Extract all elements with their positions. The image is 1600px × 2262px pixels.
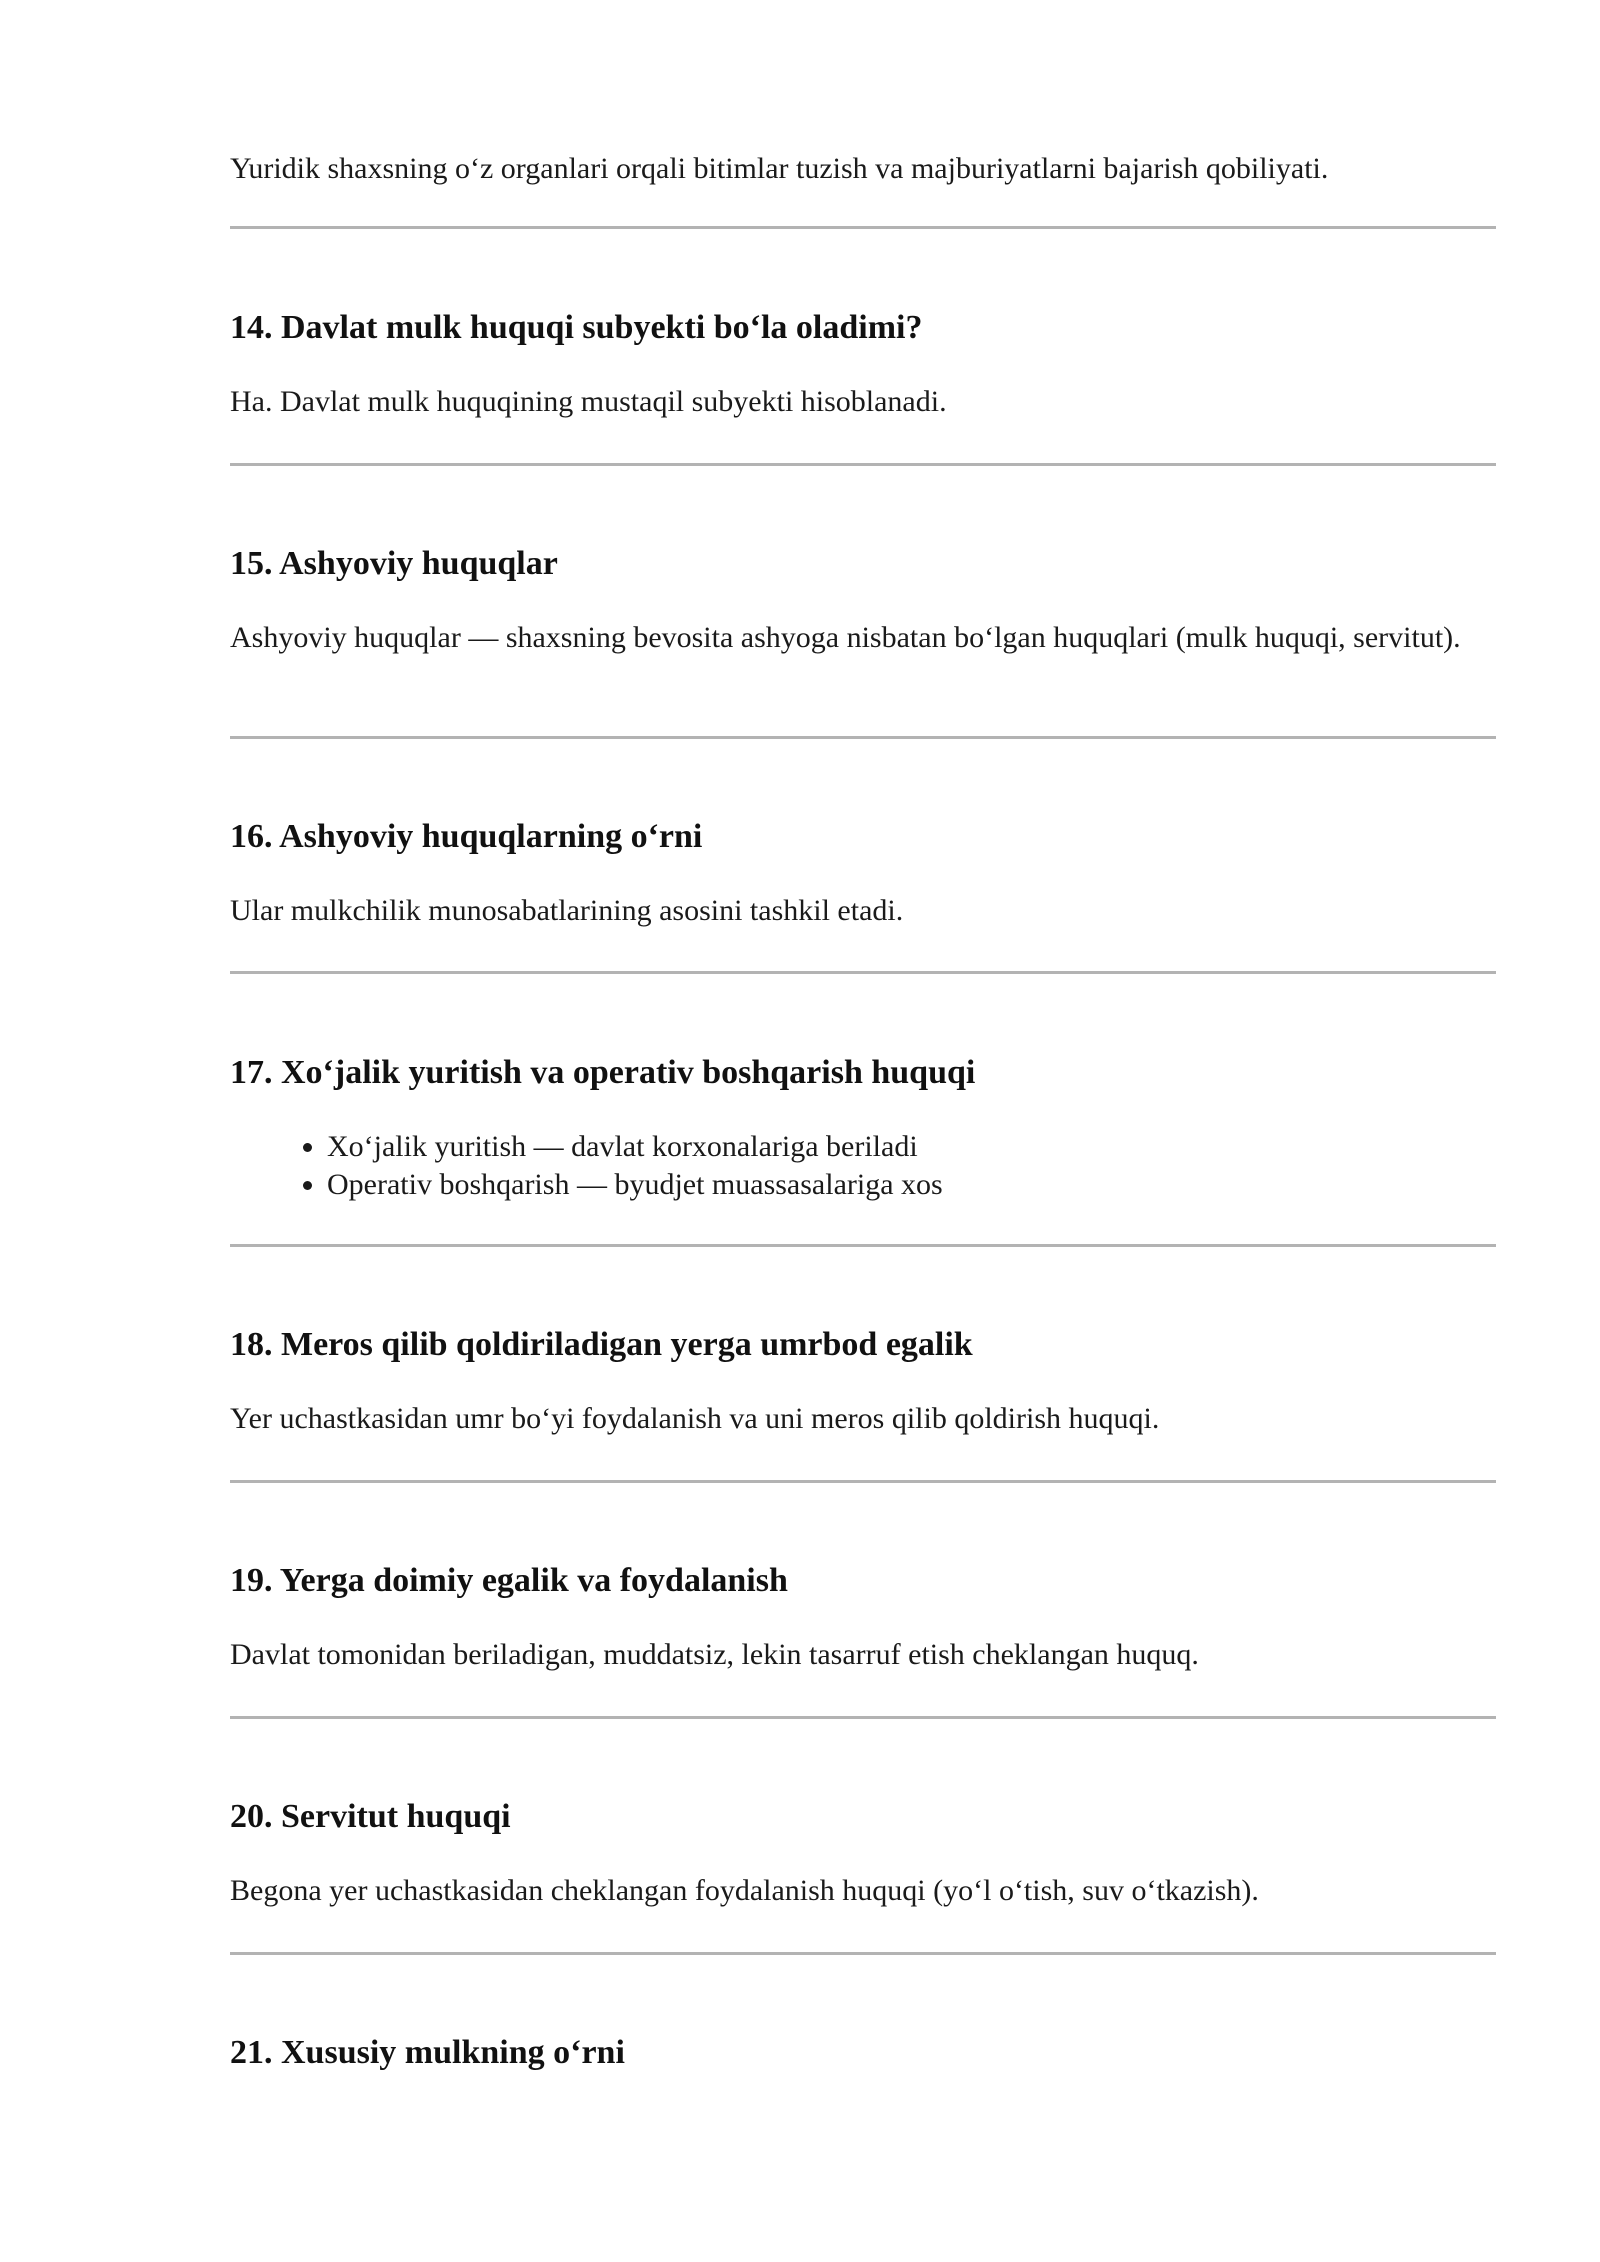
section-text: Ha. Davlat mulk huquqining mustaqil subyekti hisoblanadi. xyxy=(230,385,947,418)
section-21 xyxy=(230,2032,1496,2074)
section-heading: 15. Ashyoviy huquqlar xyxy=(230,545,558,582)
divider xyxy=(230,736,1496,739)
list-item: • Operativ boshqarish — byudjet muassasalariga xos xyxy=(327,1166,1496,1204)
section-text: Yer uchastkasidan umr bo‘yi foydalanish va uni meros qilib qoldirish huquqi. xyxy=(230,1402,1160,1435)
section-18 xyxy=(230,1324,1496,1438)
divider xyxy=(230,1716,1496,1719)
section-heading: 21. Xususiy mulkning o‘rni xyxy=(230,2034,625,2071)
divider xyxy=(230,1952,1496,1955)
section-19 xyxy=(230,1560,1496,1674)
bullet-list xyxy=(230,1128,1496,1204)
divider xyxy=(230,971,1496,974)
section-17 xyxy=(230,1052,1496,1204)
section-text: Begona yer uchastkasidan cheklangan foydalanish huquqi (yo‘l o‘tish, suv o‘tkazish). xyxy=(230,1874,1259,1907)
intro-paragraph: Yuridik shaxsning o‘z organlari orqali bitimlar tuzish va majburiyatlarni bajarish qobiliyati. xyxy=(230,152,1329,185)
section-heading: 16. Ashyoviy huquqlarning o‘rni xyxy=(230,818,703,855)
list-item: • Xo‘jalik yuritish — davlat korxonalariga beriladi xyxy=(327,1128,1496,1166)
divider xyxy=(230,226,1496,229)
section-14 xyxy=(230,307,1496,421)
section-heading: 19. Yerga doimiy egalik va foydalanish xyxy=(230,1562,788,1599)
section-heading: 20. Servitut huquqi xyxy=(230,1798,511,1835)
section-text: Ular mulkchilik munosabatlarining asosini tashkil etadi. xyxy=(230,894,904,927)
divider xyxy=(230,1480,1496,1483)
section-heading: 14. Davlat mulk huquqi subyekti bo‘la oladimi? xyxy=(230,309,923,346)
section-text: Ashyoviy huquqlar — shaxsning bevosita ashyoga nisbatan bo‘lgan huquqlari (mulk huquqi, servitut). xyxy=(230,621,1461,654)
section-text: Davlat tomonidan beriladigan, muddatsiz, lekin tasarruf etish cheklangan huquq. xyxy=(230,1638,1199,1671)
divider xyxy=(230,463,1496,466)
section-20 xyxy=(230,1796,1496,1910)
section-heading: 17. Xo‘jalik yuritish va operativ boshqarish huquqi xyxy=(230,1054,976,1091)
divider xyxy=(230,1244,1496,1247)
section-16 xyxy=(230,816,1496,930)
section-15 xyxy=(230,543,1496,657)
section-heading: 18. Meros qilib qoldiriladigan yerga umrbod egalik xyxy=(230,1326,973,1363)
